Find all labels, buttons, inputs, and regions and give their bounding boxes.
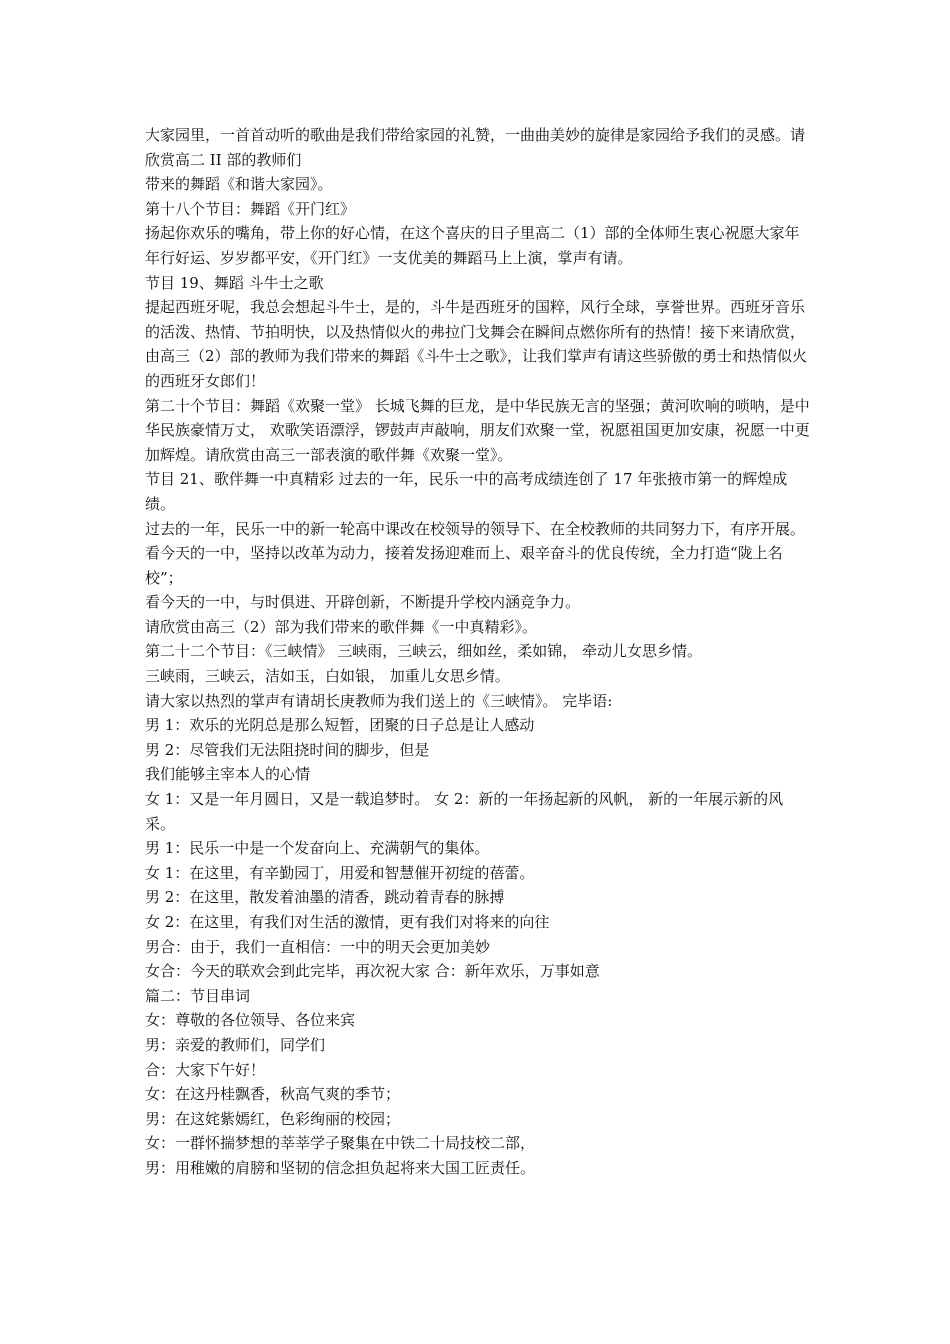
dialogue-line: 男 1：民乐一中是一个发奋向上、充满朝气的集体。	[145, 839, 490, 858]
paragraph: 第二十二个节目：《三峡情》 三峡雨，三峡云，细如丝，柔如锦， 牵动儿女思乡情。	[145, 642, 703, 661]
dialogue-line: 我们能够主宰本人的心情	[145, 765, 311, 784]
paragraph: 带来的舞蹈《和谐大家园》。	[145, 175, 333, 194]
dialogue-line: 男合：由于，我们一直相信：一中的明天会更加美妙	[145, 937, 491, 956]
dialogue-line: 男：亲爱的教师们，同学们	[145, 1035, 326, 1054]
dialogue-line: 女 2：在这里，有我们对生活的激情，更有我们对将来的向往	[145, 913, 550, 931]
paragraph: 看今天的一中，与时俱进、开辟创新，不断提升学校内涵竞争力。	[145, 593, 581, 612]
dialogue-line: 女合：今天的联欢会到此完毕，再次祝大家 合：新年欢乐，万事如意	[145, 962, 600, 981]
dialogue-line: 男 2：尽管我们无法阻挠时间的脚步，但是	[145, 740, 430, 759]
paragraph: 请大家以热烈的掌声有请胡长庚教师为我们送上的《三峡情》。 完毕语:	[145, 691, 613, 710]
dialogue-line: 女：在这丹桂飘香，秋高气爽的季节；	[145, 1085, 401, 1104]
dialogue-line: 男：用稚嫩的肩膀和坚韧的信念担负起将来大国工匠责任。	[145, 1158, 536, 1177]
paragraph: 三峡雨，三峡云，洁如玉，白如银， 加重儿女思乡情。	[145, 667, 510, 686]
paragraph: 过去的一年，民乐一中的新一轮高中课改在校领导的领导下、在全校教师的共同努力下，有序开展。	[145, 519, 806, 538]
paragraph: 第二十个节目：舞蹈《欢聚一堂》 长城飞舞的巨龙，是中华民族无言的坚强；黄河吹响的唢呐，是中华民族豪情万丈， 欢歌笑语漂浮，锣鼓声声敲响，朋友们欢聚一堂，祝愿祖国更加安康，祝愿一中更加辉煌。请欣赏由高三一部表演的歌伴舞《欢聚一堂》。	[145, 396, 810, 464]
dialogue-line: 女 1：又是一年月圆日，又是一载追梦时。 女 2：新的一年扬起新的风帆， 新的一年展示新的风采。	[145, 790, 784, 833]
dialogue-line: 男 2：在这里，散发着油墨的清香，跳动着青春的脉搏	[145, 888, 505, 907]
paragraph: 提起西班牙呢，我总会想起斗牛士，是的，斗牛是西班牙的国粹，风行全球，享誉世界。西班牙音乐的活泼、热情、节拍明快，以及热情似火的弗拉门戈舞会在瞬间点燃你所有的热情！接下来请欣赏，由高三（2）部的教师为我们带来的舞蹈《斗牛士之歌》，让我们掌声有请这些骄傲的勇士和热情似火的西班牙女郎们！	[145, 298, 808, 390]
dialogue-line: 女 1：在这里，有辛勤园丁，用爱和智慧催开初绽的蓓蕾。	[145, 863, 535, 882]
paragraph: 请欣赏由高三（2）部为我们带来的歌伴舞《一中真精彩》。	[145, 617, 538, 636]
paragraph: 节目 21、歌伴舞一中真精彩 过去的一年，民乐一中的高考成绩连创了 17 年张掖市第一的辉煌成绩。	[145, 470, 788, 513]
paragraph: 看今天的一中，坚持以改革为动力，接着发扬迎难而上、艰辛奋斗的优良传统，全力打造“陇上名校”；	[145, 544, 783, 587]
paragraph: 大家园里，一首首动听的歌曲是我们带给家园的礼赞，一曲曲美妙的旋律是家园给予我们的灵感。请欣赏高二 II 部的教师们	[145, 126, 806, 169]
document-body	[145, 123, 810, 1181]
section-heading: 第十八个节目：舞蹈《开门红》	[145, 199, 356, 218]
section-heading: 节目 19、舞蹈 斗牛士之歌	[145, 273, 324, 292]
dialogue-line: 男：在这姹紫嫣红，色彩绚丽的校园；	[145, 1109, 401, 1128]
dialogue-line: 男 1：欢乐的光阴总是那么短暂，团聚的日子总是让人感动	[145, 716, 535, 735]
dialogue-line: 合：大家下午好！	[145, 1060, 266, 1079]
dialogue-line: 女：一群怀揣梦想的莘莘学子聚集在中铁二十局技校二部，	[145, 1134, 536, 1153]
section-heading: 篇二：节目串词	[145, 986, 251, 1005]
dialogue-line: 女：尊敬的各位领导、各位来宾	[145, 1011, 356, 1030]
paragraph: 扬起你欢乐的嘴角，带上你的好心情，在这个喜庆的日子里高二（1）部的全体师生衷心祝愿大家年年行好运、岁岁都平安，《开门红》一支优美的舞蹈马上上演，掌声有请。	[145, 224, 800, 267]
